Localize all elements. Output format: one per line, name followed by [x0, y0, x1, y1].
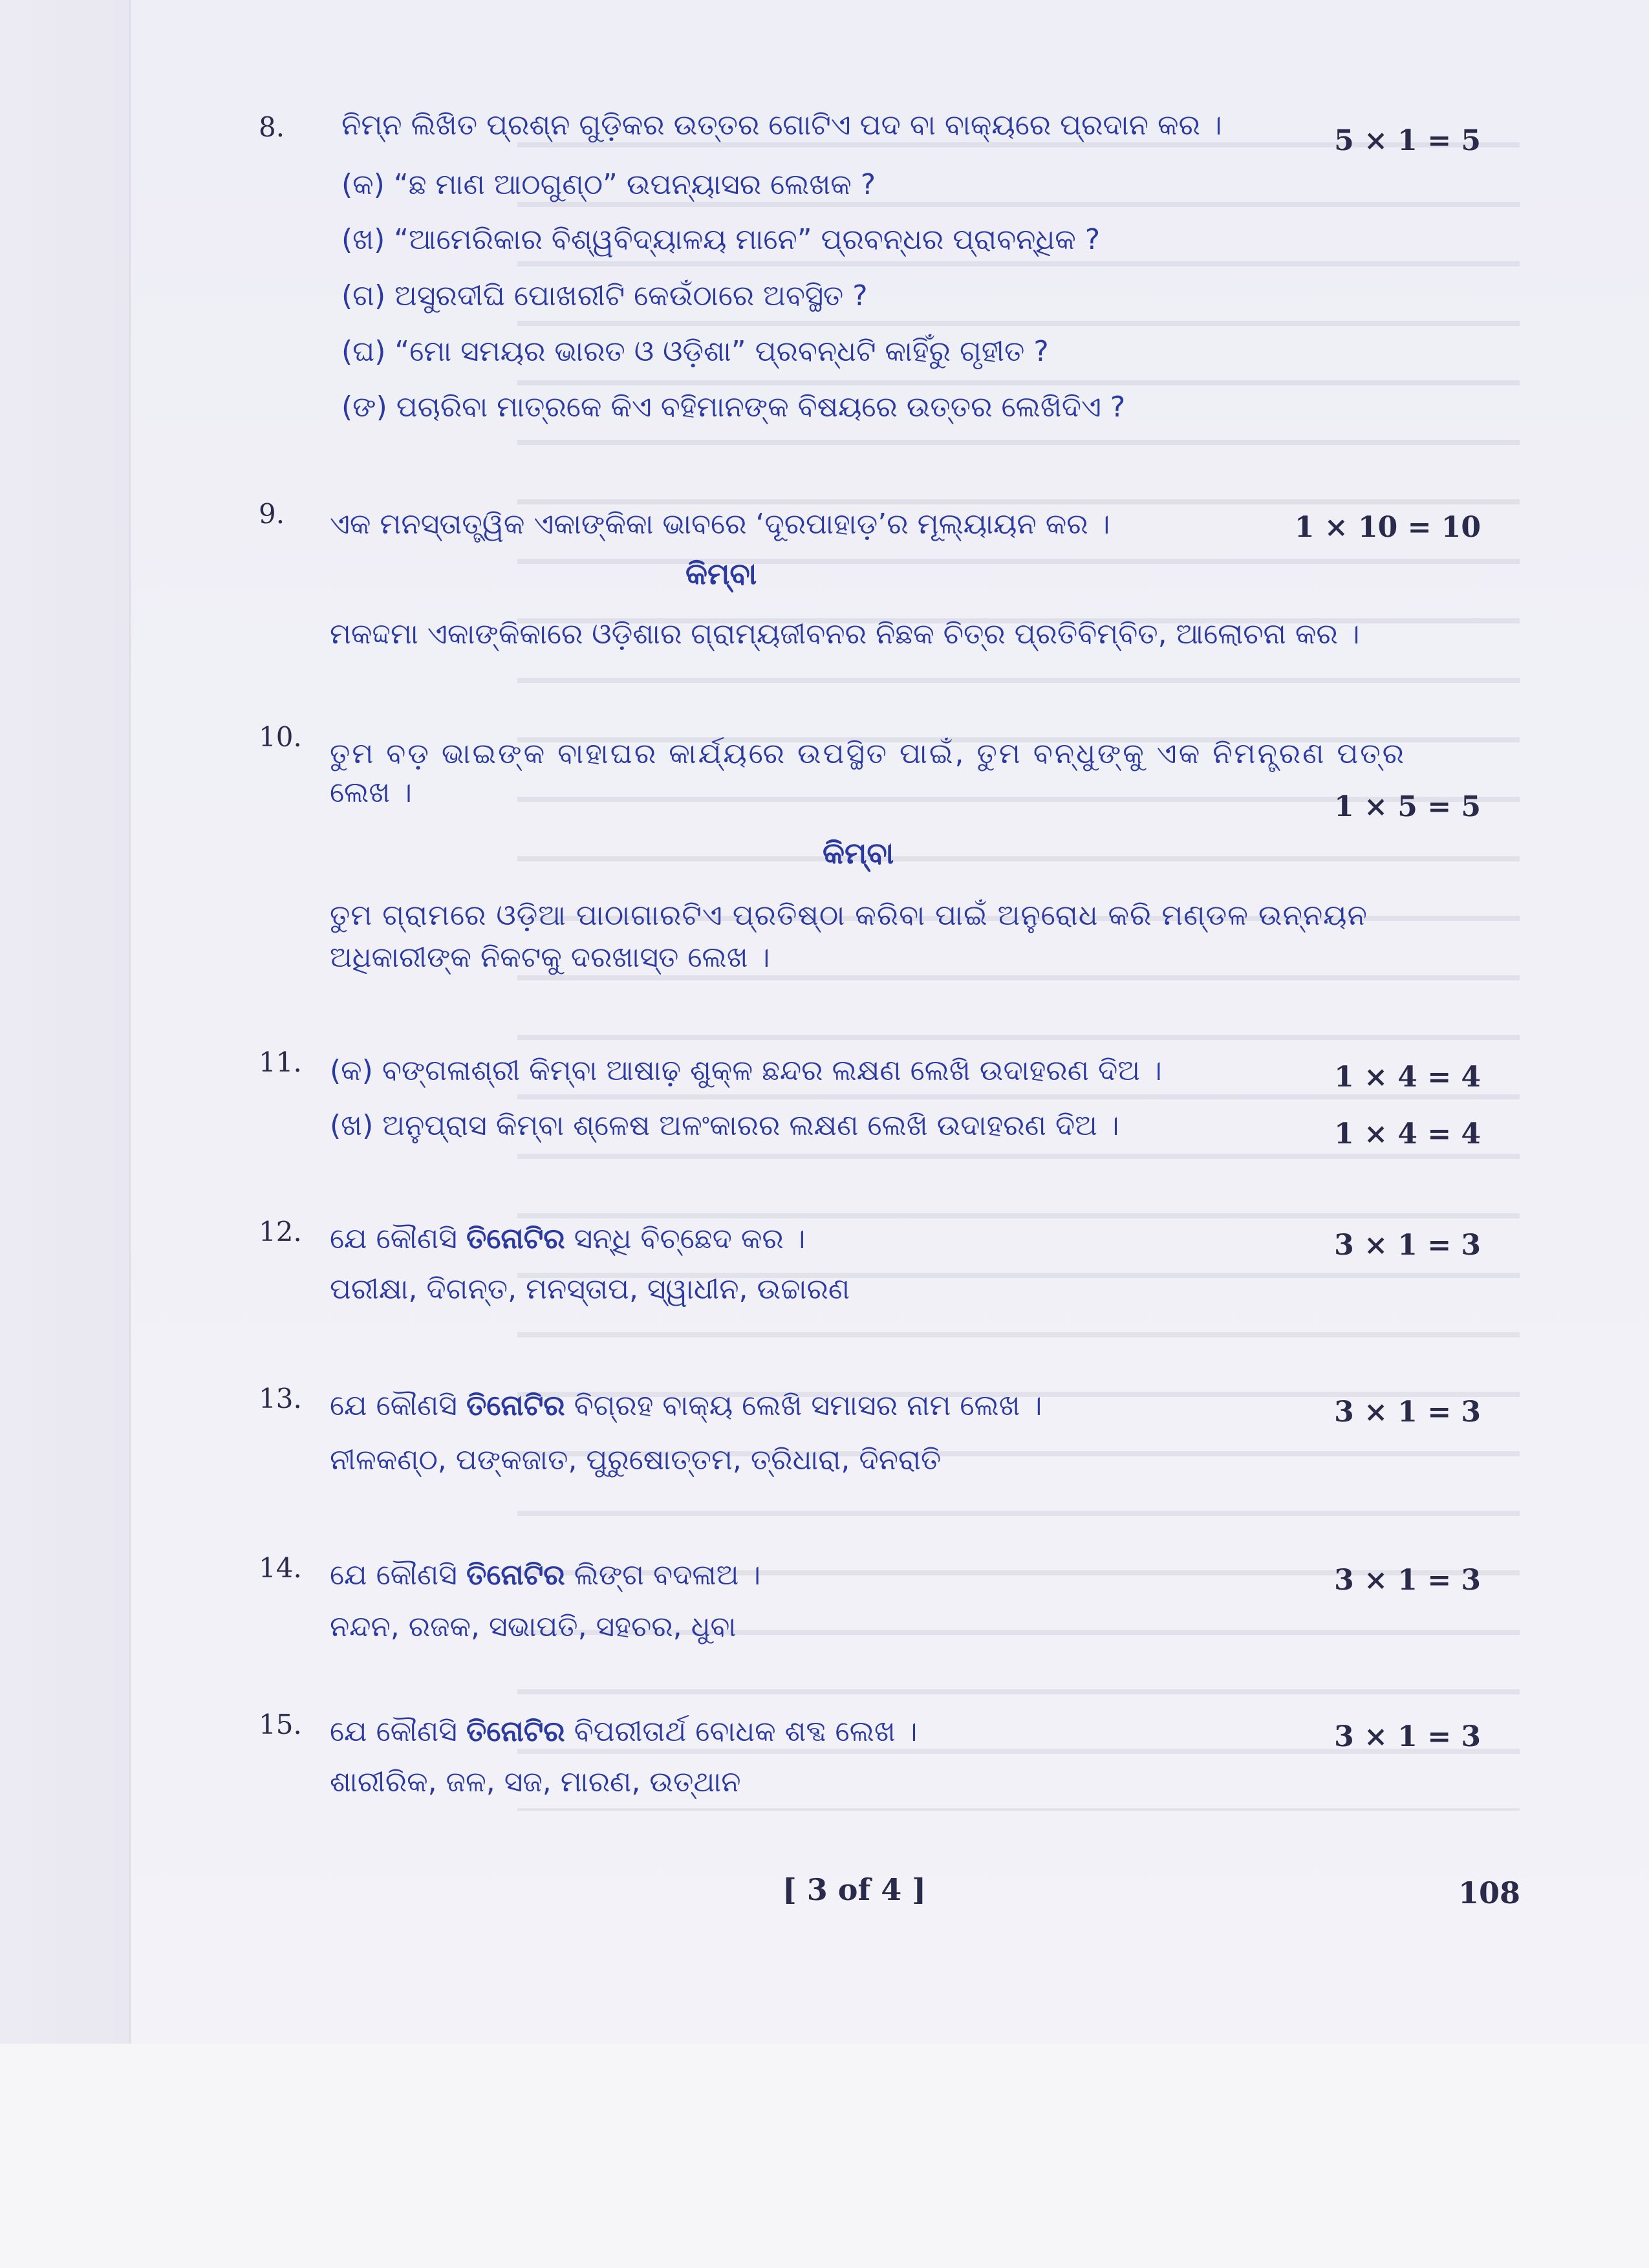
question-text: ଏକ ମନସ୍ତାତ୍ତ୍ୱିକ ଏକାଙ୍କିକା ଭାବରେ ‘ଦୂରପାହାଡ଼’ର ମୂଲ୍ୟାୟନ କର ।: [330, 508, 1110, 541]
marks: 3 × 1 = 3: [1334, 1564, 1481, 1597]
question-number: 15.: [259, 1709, 302, 1740]
word-list: ପରୀକ୍ଷା, ଦିଗନ୍ତ, ମନସ୍ତାପ, ସ୍ୱାଧୀନ, ଉଚ୍ଚାରଣ: [330, 1273, 850, 1306]
question-number: 10.: [259, 721, 302, 753]
alternate-question-text: ଅଧିକାରୀଙ୍କ ନିକଟକୁ ଦରଖାସ୍ତ ଲେଖ ।: [330, 941, 770, 974]
alternate-question-text: ତୁମ ଗ୍ରାମରେ ଓଡ଼ିଆ ପାଠାଗାରଟିଏ ପ୍ରତିଷ୍ଠା କରିବା ପାଇଁ ଅନୁରୋଧ କରି ମଣ୍ଡଳ ଉନ୍ନୟନ: [330, 899, 1368, 932]
page-number: [ 3 of 4 ]: [782, 1872, 927, 1907]
scan-bottom-blank: [0, 2044, 1649, 2268]
option: (ଘ) “ମୋ ସମୟର ଭାରତ ଓ ଓଡ଼ିଶା” ପ୍ରବନ୍ଧଟି କାହିଁରୁ ଗୃହୀତ ?: [341, 335, 1049, 368]
scan-margin: [0, 0, 131, 2044]
part-b: (ଖ) ଅନୁପ୍ରାସ କିମ୍ବା ଶ୍ଳେଷ ଅଳଂକାରର ଲକ୍ଷଣ ଲେଖି ଉଦାହରଣ ଦିଅ ।: [330, 1109, 1119, 1142]
question-text: ଯେ କୌଣସି ତିନୋଟିର ସନ୍ଧି ବିଚ୍ଛେଦ କର ।: [330, 1222, 806, 1255]
word-list: ଶାରୀରିକ, ଜଳ, ସଜ, ମାରଣ, ଉତ୍‌ଥାନ: [330, 1766, 741, 1798]
word-list: ନନ୍ଦନ, ରଜକ, ସଭାପତି, ସହଚର, ଧୁବା: [330, 1610, 737, 1643]
marks: 1 × 5 = 5: [1334, 790, 1481, 823]
marks: 3 × 1 = 3: [1334, 1229, 1481, 1262]
question-number: 8.: [259, 111, 285, 143]
option: (ଖ) “ଆମେରିକାର ବିଶ୍ୱବିଦ୍ୟାଳୟ ମାନେ” ପ୍ରବନ୍ଧର ପ୍ରାବନ୍ଧିକ ?: [341, 223, 1101, 256]
or-label: କିମ୍ବା: [685, 556, 757, 591]
question-number: 12.: [259, 1216, 302, 1247]
question-number: 13.: [259, 1383, 302, 1414]
option: (ଗ) ଅସୁରଦୀଘି ପୋଖରୀଟି କେଉଁଠାରେ ଅବସ୍ଥିତ ?: [341, 279, 868, 312]
question-number: 9.: [259, 498, 285, 530]
marks: 1 × 4 = 4: [1334, 1118, 1481, 1150]
question-text: ଯେ କୌଣସି ତିନୋଟିର ଲିଙ୍ଗ ବଦଳାଅ ।: [330, 1559, 761, 1592]
question-text: ତୁମ ବଡ଼ ଭାଇଙ୍କ ବାହାଘର କାର୍ଯ୍ୟରେ ଉପସ୍ଥିତ ପାଇଁ, ତୁମ ବନ୍ଧୁଙ୍କୁ ଏକ ନିମନ୍ତ୍ରଣ ପତ୍ର: [330, 737, 1406, 770]
question-text: ଯେ କୌଣସି ତିନୋଟିର ବିପରୀତାର୍ଥ ବୋଧକ ଶବ୍ଦ ଲେଖ ।: [330, 1715, 918, 1748]
marks: 5 × 1 = 5: [1334, 124, 1481, 157]
part-a: (କ) ବଙ୍ଗଳାଶ୍ରୀ କିମ୍ବା ଆଷାଢ଼ ଶୁକ୍ଳ ଛନ୍ଦର ଲକ୍ଷଣ ଲେଖି ଉଦାହରଣ ଦିଅ ।: [330, 1054, 1162, 1087]
question-text: ଯେ କୌଣସି ତିନୋଟିର ବିଗ୍ରହ ବାକ୍ୟ ଲେଖି ସମାସର ନାମ ଲେଖ ।: [330, 1389, 1042, 1422]
option: (ଙ) ପଚାରିବା ମାତ୍ରକେ କିଏ ବହିମାନଙ୍କ ବିଷୟରେ ଉତ୍ତର ଲେଖିଦିଏ ?: [341, 391, 1126, 424]
option: (କ) “ଛ ମାଣ ଆଠଗୁଣ୍ଠ” ଉପନ୍ୟାସର ଲେଖକ ?: [341, 168, 876, 201]
marks: 1 × 4 = 4: [1334, 1061, 1481, 1094]
question-text: ଲେଖ ।: [330, 776, 413, 809]
question-text: ନିମ୍ନ ଲିଖିତ ପ୍ରଶ୍ନ ଗୁଡ଼ିକର ଉତ୍ତର ଗୋଟିଏ ପଦ ବା ବାକ୍ୟରେ ପ୍ରଦାନ କର ।: [341, 109, 1222, 142]
marks: 3 × 1 = 3: [1334, 1720, 1481, 1753]
or-label: କିମ୍ବା: [823, 836, 894, 870]
marks: 1 × 10 = 10: [1294, 511, 1481, 544]
marks: 3 × 1 = 3: [1334, 1396, 1481, 1429]
word-list: ନୀଳକଣ୍ଠ, ପଙ୍କଜାତ, ପୁରୁଷୋତ୍ତମ, ତ୍ରିଧାରା, ଦିନରାତି: [330, 1443, 942, 1476]
question-number: 11.: [259, 1046, 302, 1078]
paper-code: 108: [1458, 1875, 1521, 1910]
question-number: 14.: [259, 1552, 302, 1584]
alternate-question-text: ମକଦ୍ଦମା ଏକାଙ୍କିକାରେ ଓଡ଼ିଶାର ଗ୍ରାମ୍ୟଜୀବନର ନିଛକ ଚିତ୍ର ପ୍ରତିବିମ୍ବିତ, ଆଲୋଚନା କର ।: [330, 618, 1360, 651]
